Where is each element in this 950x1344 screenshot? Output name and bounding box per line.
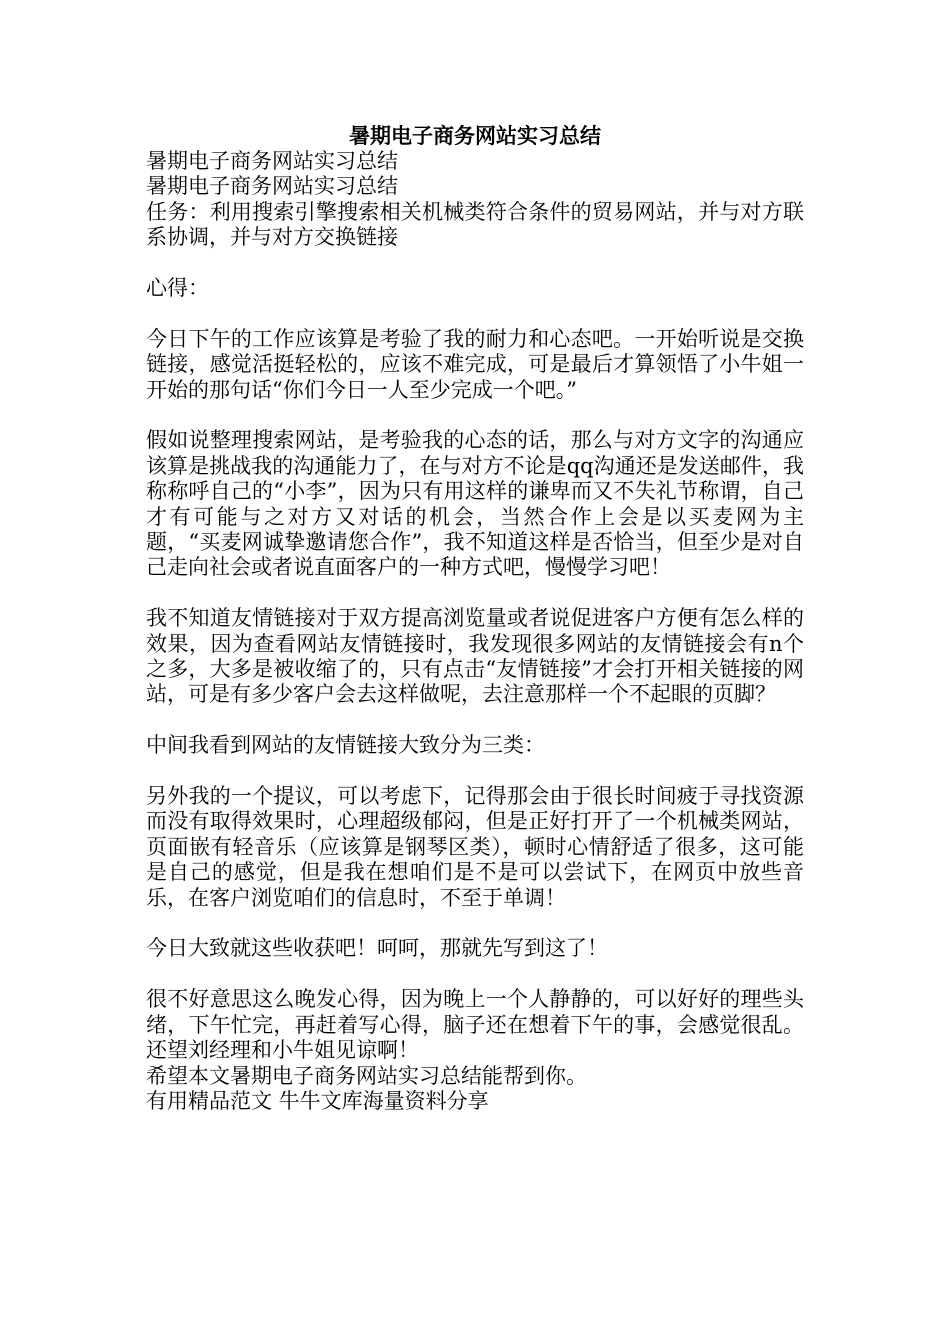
document-title: 暑期电子商务网站实习总结 xyxy=(349,123,601,148)
spacer xyxy=(146,581,804,606)
spacer xyxy=(146,911,804,936)
spacer xyxy=(146,759,804,784)
insight-heading: 心得： xyxy=(146,276,209,301)
body-paragraph-6: 今日大致就这些收获吧！呵呵，那就先写到这了！ xyxy=(146,936,608,961)
spacer xyxy=(146,301,804,326)
task-paragraph: 任务：利用搜索引擎搜索相关机械类符合条件的贸易网站，并与对方联系协调，并与对方交换链接 xyxy=(146,199,804,250)
subtitle-line-2: 暑期电子商务网站实习总结 xyxy=(146,174,398,199)
body-paragraph-4: 中间我看到网站的友情链接大致分为三类： xyxy=(146,733,545,758)
closing-line-1: 希望本文暑期电子商务网站实习总结能帮到你。 xyxy=(146,1063,587,1088)
closing-line-2: 有用精品范文 牛牛文库海量资料分享 xyxy=(146,1088,489,1113)
spacer xyxy=(146,708,804,733)
subtitle-line-1: 暑期电子商务网站实习总结 xyxy=(146,149,398,173)
body-paragraph-2: 假如说整理搜索网站，是考验我的心态的话，那么与对方文字的沟通应该算是挑战我的沟通能力了，在与对方不论是qq沟通还是发送邮件，我称称呼自己的“小李”，因为只有用这样的谦卑而又不失礼节称谓，自己才有可能与之对方又对话的机会，当然合作上会是以买麦网为主题，“买麦网诚挚邀请您合作”，我不知道这样是否恰当，但至少是对自己走向社会或者说直面客户的一种方式吧，慢慢学习吧！ xyxy=(146,428,804,580)
spacer xyxy=(146,403,804,428)
document-body xyxy=(146,122,804,1114)
body-paragraph-3: 我不知道友情链接对于双方提高浏览量或者说促进客户方便有怎么样的效果，因为查看网站友情链接时，我发现很多网站的友情链接会有n个之多，大多是被收缩了的，只有点击“友情链接”才会打开相关链接的网站，可是有多少客户会去这样做呢，去注意那样一个不起眼的页脚？ xyxy=(146,606,804,707)
body-paragraph-1: 今日下午的工作应该算是考验了我的耐力和心态吧。一开始听说是交换链接，感觉活挺轻松的，应该不难完成，可是最后才算领悟了小牛姐一开始的那句话“你们今日一人至少完成一个吧。” xyxy=(146,326,804,402)
body-paragraph-5: 另外我的一个提议，可以考虑下，记得那会由于很长时间疲于寻找资源而没有取得效果时，心理超级郁闷，但是正好打开了一个机械类网站，页面嵌有轻音乐（应该算是钢琴区类），顿时心情舒适了很多，这可能是自己的感觉，但是我在想咱们是不是可以尝试下，在网页中放些音乐，在客户浏览咱们的信息时，不至于单调！ xyxy=(146,784,804,910)
spacer xyxy=(146,251,804,276)
spacer xyxy=(146,962,804,987)
final-paragraph: 很不好意思这么晚发心得，因为晚上一个人静静的，可以好好的理些头绪，下午忙完，再赶着写心得，脑子还在想着下午的事，会感觉很乱。还望刘经理和小牛姐见谅啊！ xyxy=(146,987,804,1063)
